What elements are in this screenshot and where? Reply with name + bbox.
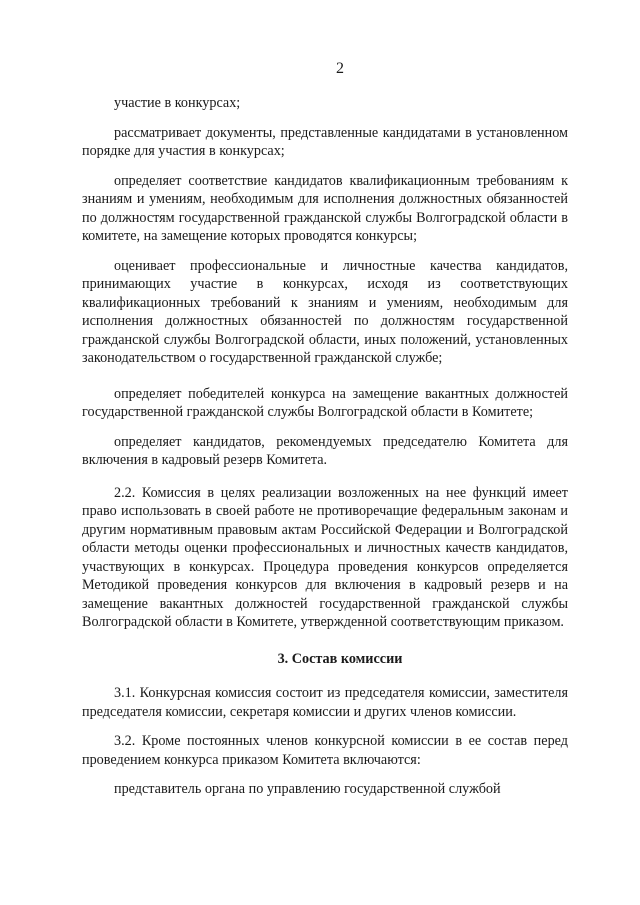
paragraph: определяет соответствие кандидатов квалификационным требованиям к знаниям и умениям, необходимым для исполнения должностных обязанностей по должностям государственной гражданской службы Волгоградской области в комитете, на замещение которых проводятся конкурсы; xyxy=(82,172,568,244)
paragraph: рассматривает документы, представленные кандидатами в установленном порядке для участия в конкурсах; xyxy=(82,124,568,159)
paragraph: 2.2. Комиссия в целях реализации возложенных на нее функций имеет право использовать в своей работе не противоречащие федеральным законам и другим нормативным правовым актам Российской Федерации и Волгоградской области методы оценки профессиональных и личностных качеств кандидатов, участвующих в конкурсах. Процедура проведения конкурсов определяется Методикой проведения конкурсов для включения в кадровый резерв и на замещение вакантных должностей государственной гражданской службы Волгоградской области в Комитете, утвержденной соответствующим приказом. xyxy=(82,484,568,630)
paragraph: 3.1. Конкурсная комиссия состоит из председателя комиссии, заместителя председателя комиссии, секретаря комиссии и других членов комиссии. xyxy=(82,685,568,720)
document-body xyxy=(82,94,568,810)
paragraph: определяет кандидатов, рекомендуемых председателю Комитета для включения в кадровый резерв Комитета. xyxy=(82,433,568,468)
page-number: 2 xyxy=(336,60,344,77)
paragraph: представитель органа по управлению государственной службой xyxy=(114,781,501,797)
paragraph: 3.2. Кроме постоянных членов конкурсной комиссии в ее состав перед проведением конкурса приказом Комитета включаются: xyxy=(82,733,568,768)
paragraph: участие в конкурсах; xyxy=(114,95,241,111)
section-heading: 3. Состав комиссии xyxy=(277,650,403,667)
paragraph: определяет победителей конкурса на замещение вакантных должностей государственной гражданской службы Волгоградской области в Комитете; xyxy=(82,385,568,420)
paragraph: оценивает профессиональные и личностные качества кандидатов, принимающих участие в конкурсах, исходя из соответствующих квалификационных требований к знаниям и умениям, необходимым для исполнения должностных обязанностей по должностям государственной гражданской службы Волгоградской области, иных положений, установленных законодательством о государственной гражданской службе; xyxy=(82,257,568,366)
